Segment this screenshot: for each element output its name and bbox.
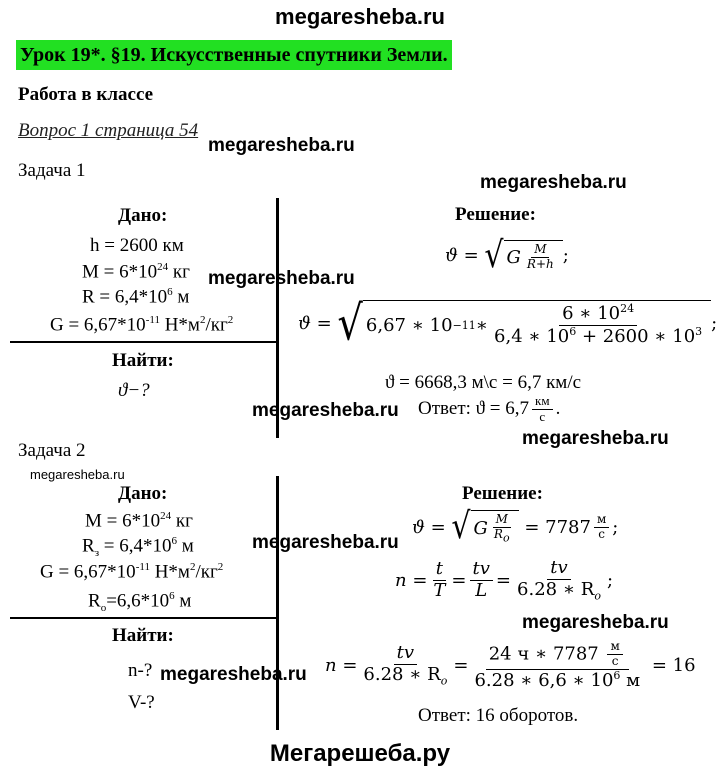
watermark: megaresheba.ru bbox=[208, 268, 355, 289]
task2-solution-header: Решение: bbox=[462, 483, 543, 504]
task1-divider bbox=[10, 341, 278, 343]
task2-divider bbox=[10, 617, 278, 619]
task2-given-r: $R_з = 6,4*10^6$ м bbox=[82, 535, 194, 560]
task2-answer: Ответ: 16 оборотов. bbox=[418, 705, 579, 726]
watermark: megaresheba.ru bbox=[480, 172, 627, 193]
task2-given-ro: $R_o=6,6*10^6$ м bbox=[88, 590, 192, 615]
task1-find-header: Найти: bbox=[112, 350, 174, 371]
task2-formula-velocity: ϑ = √ G $\frac{M}{R_o}$ = 7787 $\frac{м}{с}$ ; bbox=[412, 505, 619, 548]
task2-given-m: $M = 6*10^{24}$ кг bbox=[85, 510, 193, 532]
task2-formula-n: n = $\frac{t}{T}$ = $\frac{tv}{L}$ = $\frac{tv}{6.28 ∗ R_o}$ ; bbox=[395, 557, 614, 603]
task1-formula-substituted: ϑ = √ 6,67 ∗ 10 −11 ∗ $\frac{6 ∗ 10^{24}}{6,4 ∗ 10^6 + 2600 ∗ 10^3}$ ; bbox=[298, 296, 718, 352]
watermark: megaresheba.ru bbox=[252, 400, 399, 421]
task2-formula-result: n = $\frac{tv}{6.28 ∗ R_o}$ = 24 ч ∗ 7787 $\frac{м}{с}$ 6.28 ∗ 6,6 ∗ $10^6$ м = 16 bbox=[325, 639, 696, 691]
task1-formula-velocity: ϑ = √ G $\frac{M}{R+h}$ ; bbox=[445, 234, 569, 277]
task2-given-header: Дано: bbox=[118, 483, 168, 504]
watermark: megaresheba.ru bbox=[522, 612, 669, 633]
task2-title: Задача 2 bbox=[18, 440, 86, 461]
work-title: Работа в классе bbox=[18, 84, 154, 105]
task1-solution-header: Решение: bbox=[455, 204, 536, 225]
task1-result: ϑ = 6668,3 м\с = 6,7 км/с bbox=[385, 372, 582, 393]
lesson-title: Урок 19*. §19. Искусственные спутники Земли. bbox=[16, 40, 452, 70]
task2-find-header: Найти: bbox=[112, 625, 174, 646]
task1-given-g: $G = 6,67*10^{-11}$ $Н*м^2/кг^2$ bbox=[50, 314, 234, 336]
question-link[interactable]: Вопрос 1 страница 54 bbox=[18, 120, 199, 141]
task1-given-m: $M = 6*10^{24}$ кг bbox=[82, 261, 190, 283]
task2-vertical-divider bbox=[276, 476, 279, 730]
site-header-watermark: megaresheba.ru bbox=[275, 4, 445, 29]
task2-given-g: $G = 6,67*10^{-11}$ $Н*м^2/кг^2$ bbox=[40, 561, 224, 583]
task1-given-header: Дано: bbox=[118, 205, 168, 226]
watermark: megaresheba.ru bbox=[208, 135, 355, 156]
site-footer-watermark: Мегарешеба.ру bbox=[269, 740, 451, 767]
watermark: megaresheba.ru bbox=[252, 532, 399, 553]
task1-answer: Ответ: ϑ = 6,7 $\frac{км}{с}$ . bbox=[418, 393, 561, 424]
watermark: megaresheba.ru bbox=[522, 428, 669, 449]
task1-title: Задача 1 bbox=[18, 160, 86, 181]
watermark: megaresheba.ru bbox=[160, 664, 307, 685]
watermark-small: megaresheba.ru bbox=[30, 467, 125, 482]
task2-find-v: V-? bbox=[128, 692, 155, 713]
task1-find: ϑ−? bbox=[118, 380, 150, 401]
task1-given-r: $R = 6,4*10^6$ м bbox=[82, 286, 190, 308]
task2-find-n: n-? bbox=[128, 660, 153, 681]
task1-given-h: h = 2600 км bbox=[90, 235, 184, 256]
